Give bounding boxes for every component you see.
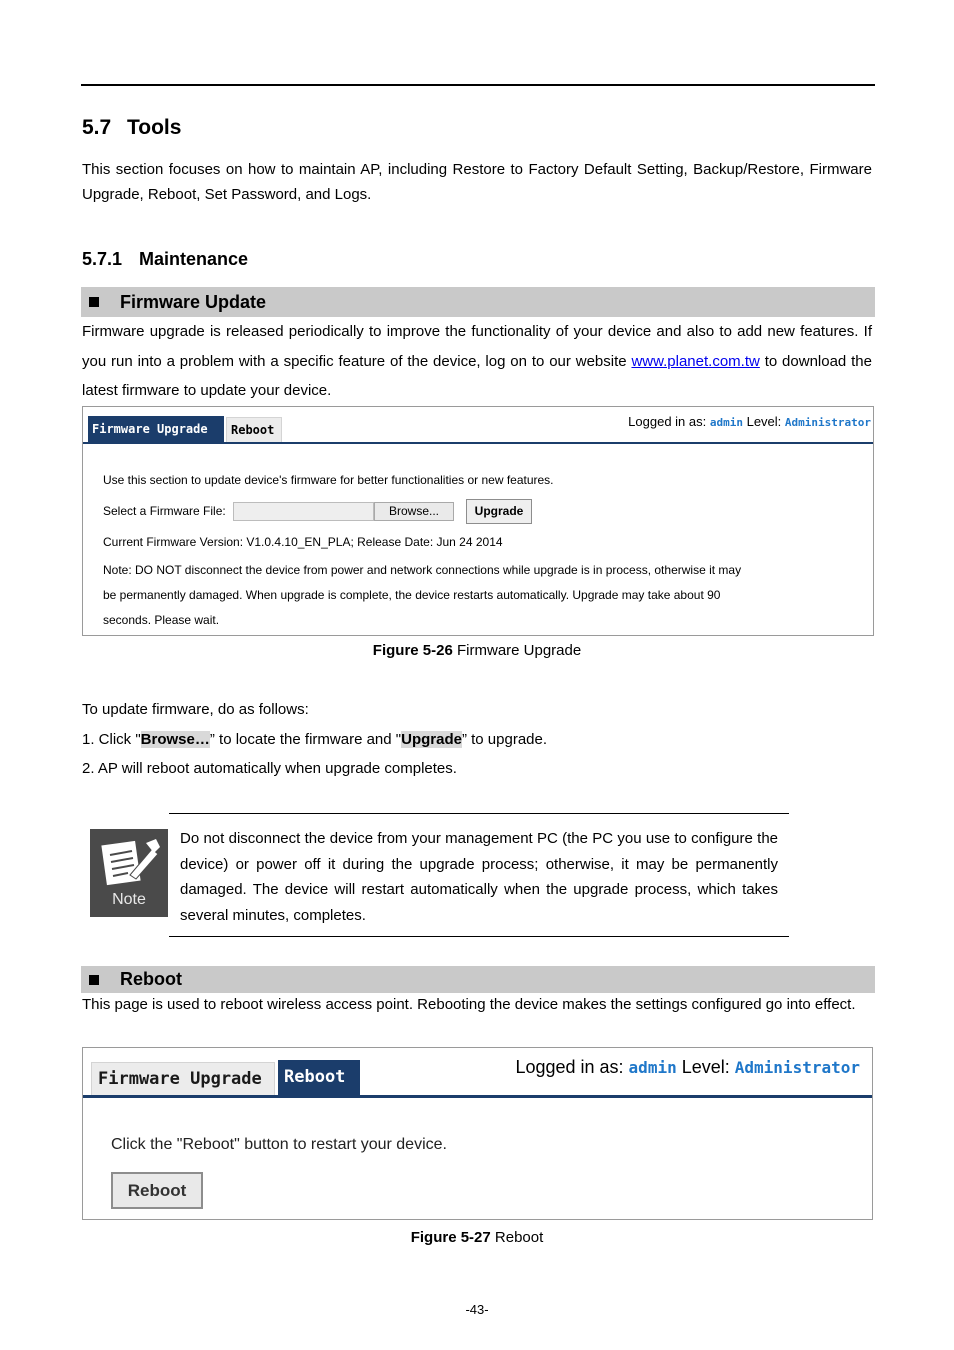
note-icon-label: Note (112, 891, 146, 908)
figure-caption: Figure 5-27 Reboot (410, 1229, 544, 1246)
browse-term: Browse… (140, 731, 210, 748)
tab-bar (83, 407, 873, 444)
firmware-update-bar (81, 287, 875, 317)
note-icon (90, 829, 168, 917)
reboot-button[interactable]: Reboot (111, 1172, 203, 1209)
current-firmware-version: Current Firmware Version: V1.0.4.10_EN_PLA; Release Date: Jun 24 2014 (103, 535, 503, 549)
step-1: 1. Click "Browse…” to locate the firmware and "Upgrade” to upgrade. (82, 731, 548, 748)
select-file-label: Select a Firmware File: (103, 504, 226, 518)
reboot-heading: Reboot (120, 969, 182, 989)
figure-caption: Figure 5-26 Firmware Upgrade (372, 642, 582, 659)
subsection-heading: 5.7.1 Maintenance (82, 249, 249, 269)
upgrade-term: Upgrade (401, 731, 462, 748)
section-intro: This section focuses on how to maintain AP, including Restore to Factory Default Setting, Backup/Restore, Firmware Upgrade, Reboot, Set Password, and Logs. (82, 161, 872, 203)
upgrade-note-line: Note: DO NOT disconnect the device from power and network connections while upgrade is in process, otherwise it may (103, 563, 742, 577)
tab-firmware-upgrade[interactable]: Firmware Upgrade (88, 416, 224, 442)
step-2: 2. AP will reboot automatically when upgrade completes. (82, 760, 457, 777)
header-rule (81, 84, 875, 86)
reboot-instruction: Click the "Reboot" button to restart your device. (111, 1136, 447, 1153)
firmware-update-paragraph: Firmware upgrade is released periodically to improve the functionality of your device and also to add new features. If you run into a problem with a specific feature of the device, log on to our website www.planet.com.tw to download the latest firmware to update your device. (82, 323, 872, 399)
steps-intro: To update firmware, do as follows: (82, 701, 309, 718)
tab-bar (83, 1048, 872, 1098)
tab-reboot[interactable]: Reboot (278, 1060, 360, 1095)
tab-reboot[interactable]: Reboot (226, 417, 282, 442)
user-level: Administrator (734, 1058, 860, 1077)
note-top-rule (169, 813, 789, 814)
user-name: admin (709, 416, 743, 429)
upgrade-button[interactable]: Upgrade (466, 499, 532, 524)
firmware-file-input[interactable] (233, 502, 374, 521)
firmware-upgrade-screenshot (82, 406, 874, 636)
upgrade-note-line: seconds. Please wait. (103, 613, 220, 627)
login-status: Logged in as: admin Level: Administrator (628, 414, 871, 429)
page-number: -43- (465, 1302, 489, 1317)
user-name: admin (628, 1058, 677, 1077)
reboot-paragraph: This page is used to reboot wireless access point. Rebooting the device makes the settings configured go into effect. (82, 996, 856, 1013)
section-heading: 5.7 Tools (82, 116, 182, 139)
website-link[interactable]: www.planet.com.tw (631, 352, 760, 370)
reboot-bar (81, 966, 875, 993)
note-bottom-rule (169, 936, 789, 937)
upgrade-intro: Use this section to update device's firmware for better functionalities or new features. (103, 473, 554, 487)
bullet-square-icon (89, 975, 99, 985)
reboot-screenshot (82, 1047, 873, 1220)
note-text: Do not disconnect the device from your management PC (the PC you use to configure the device) or power off it during the upgrade process; otherwise, it may be permanently damaged. The device will restart automatically when the upgrade process, which takes several minutes, completes. (180, 830, 778, 924)
firmware-update-heading: Firmware Update (120, 292, 267, 312)
upgrade-note-line: be permanently damaged. When upgrade is complete, the device restarts automatically. Upgrade may take about 90 (103, 588, 721, 602)
user-level: Administrator (784, 416, 871, 429)
tab-firmware-upgrade[interactable]: Firmware Upgrade (91, 1062, 275, 1095)
browse-button[interactable]: Browse... (374, 502, 454, 521)
login-status: Logged in as: admin Level: Administrator (515, 1057, 860, 1077)
bullet-square-icon (89, 297, 99, 307)
